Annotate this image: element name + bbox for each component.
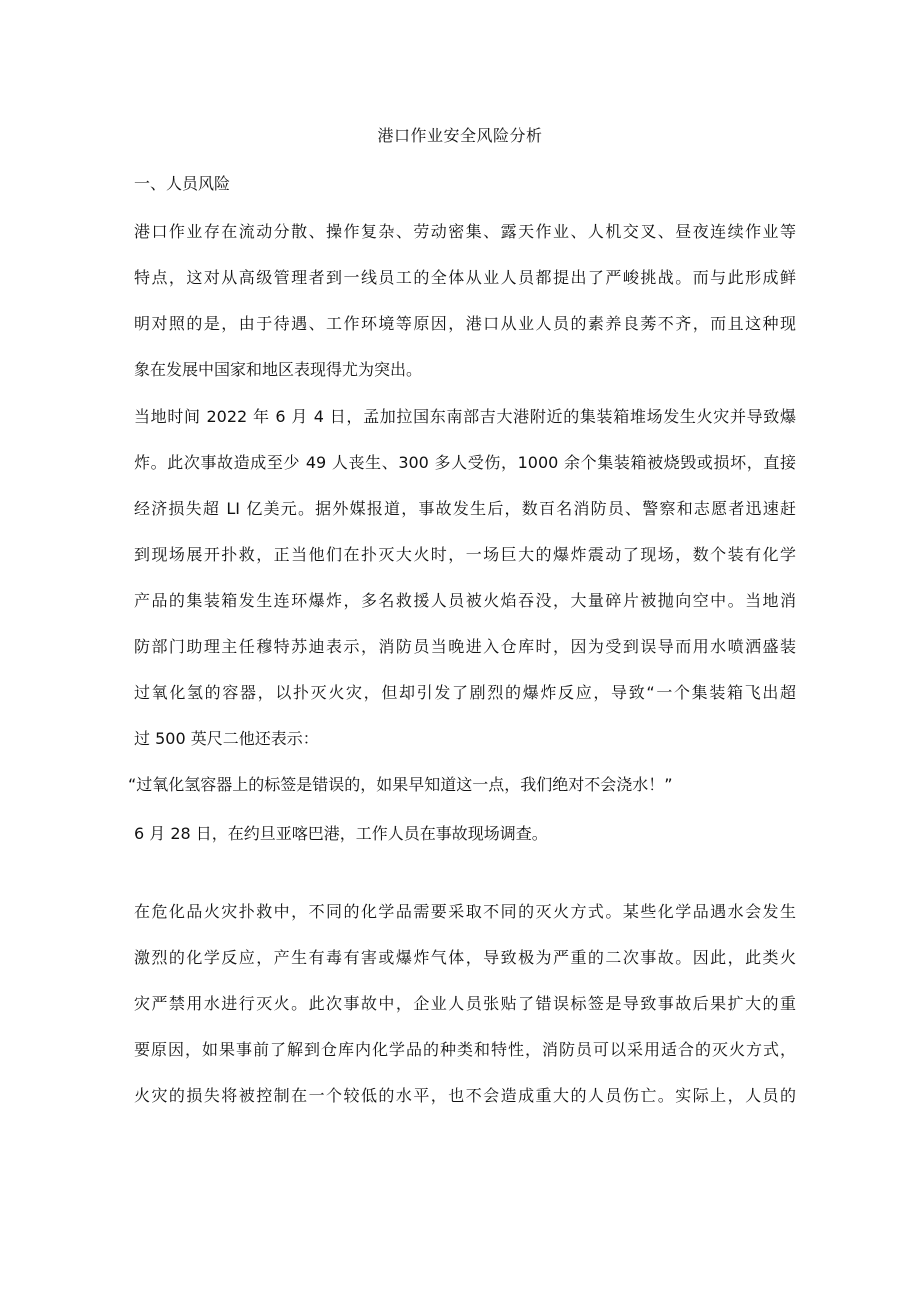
paragraph-3-line: 灾严禁用水进行灭火。此次事故中，企业人员张贴了错误标签是导致事故后果扩大的重	[134, 994, 796, 1013]
paragraph-2-line: 当地时间 2022 年 6 月 4 日，孟加拉国东南部吉大港附近的集装箱堆场发生火灾并导致爆	[134, 407, 796, 426]
paragraph-3-line: 激烈的化学反应，产生有毒有害或爆炸气体，导致极为严重的二次事故。因此，此类火	[134, 948, 796, 967]
paragraph-2-line: 经济损失超 LI 亿美元。据外媒报道，事故发生后，数百名消防员、警察和志愿者迅速赶	[134, 499, 796, 518]
paragraph-2-line: 到现场展开扑救，正当他们在扑灭大火时，一场巨大的爆炸震动了现场，数个装有化学	[134, 545, 796, 564]
paragraph-3-line: 在危化品火灾扑救中，不同的化学品需要采取不同的灭火方式。某些化学品遇水会发生	[134, 902, 796, 921]
paragraph-3-line: 火灾的损失将被控制在一个较低的水平，也不会造成重大的人员伤亡。实际上，人员的	[134, 1086, 796, 1105]
document-title: 港口作业安全风险分析	[377, 126, 543, 145]
paragraph-3-line: 要原因，如果事前了解到仓库内化学品的种类和特性，消防员可以采用适合的灭火方式，	[134, 1040, 796, 1059]
paragraph-2-line: 产品的集装箱发生连环爆炸，多名救援人员被火焰吞没，大量碎片被抛向空中。当地消	[134, 591, 796, 610]
paragraph-1-line: 象在发展中国家和地区表现得尤为突出。	[134, 360, 423, 379]
paragraph-1-line: 港口作业存在流动分散、操作复杂、劳动密集、露天作业、人机交叉、昼夜连续作业等	[134, 222, 796, 241]
paragraph-2-line: 过 500 英尺二他还表示：	[134, 729, 319, 748]
section-heading: 一、人员风险	[134, 174, 231, 193]
paragraph-2-line: 过氧化氢的容器，以扑灭火灾，但却引发了剧烈的爆炸反应，导致“一个集装箱飞出超	[134, 683, 796, 702]
paragraph-2-line: 防部门助理主任穆特苏迪表示，消防员当晚进入仓库时，因为受到误导而用水喷洒盛装	[134, 637, 796, 656]
photo-caption: 6 月 28 日，在约旦亚喀巴港，工作人员在事故现场调查。	[134, 824, 548, 843]
paragraph-1-line: 特点，这对从高级管理者到一线员工的全体从业人员都提出了严峻挑战。而与此形成鲜	[134, 268, 796, 287]
paragraph-1-line: 明对照的是，由于待遇、工作环境等原因，港口从业人员的素养良莠不齐，而且这种现	[134, 314, 796, 333]
paragraph-2-line: 炸。此次事故造成至少 49 人丧生、300 多人受伤，1000 余个集装箱被烧毁或损坏，直接	[134, 453, 796, 472]
quote-line: “过氧化氢容器上的标签是错误的，如果早知道这一点，我们绝对不会浇水！”	[128, 775, 673, 794]
